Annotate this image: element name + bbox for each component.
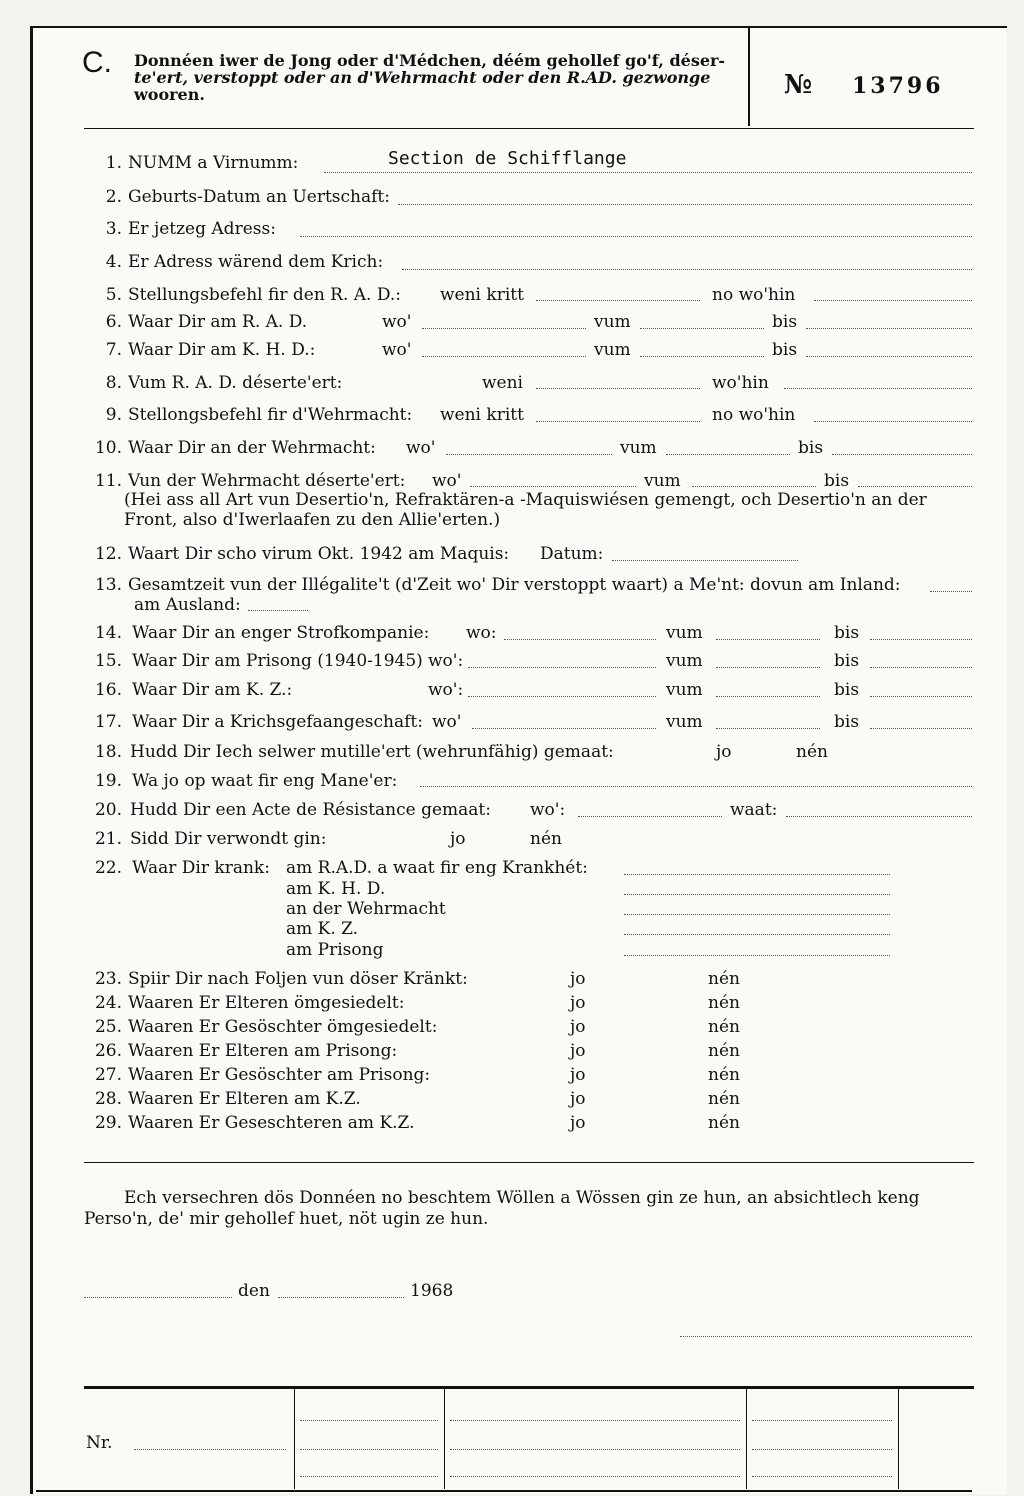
address-field-line[interactable]: [300, 236, 972, 237]
field-line[interactable]: [784, 388, 972, 389]
option-yes[interactable]: jo: [570, 993, 586, 1013]
row-label: Waart Dir scho virum Okt. 1942 am Maquis:: [128, 544, 510, 564]
section-rule: [84, 1162, 974, 1163]
label-when: weni kritt: [440, 405, 524, 425]
label-until: bis: [834, 680, 860, 700]
page-bottom-rule: [36, 1490, 972, 1492]
section-letter: C.: [82, 46, 112, 79]
row-7: [82, 339, 315, 363]
row-label: Er Adress wärend dem Krich:: [128, 252, 384, 272]
row-11-note-1: (Hei ass all Art vun Desertio'n, Refraktären-a -Maquiswiésen gemengt, och Desertio'n an der: [124, 490, 927, 510]
row-label: Waar Dir a Krichsgefaangeschaft:: [132, 712, 423, 732]
field-line[interactable]: [612, 560, 798, 561]
label-from: vum: [644, 471, 681, 491]
table-divider: [444, 1389, 445, 1489]
row-number: 15.: [94, 651, 122, 671]
row-label: Wa jo op waat fir eng Mane'er:: [132, 771, 398, 791]
row-28: [82, 1088, 361, 1112]
option-yes[interactable]: jo: [570, 1113, 586, 1133]
field-line[interactable]: [870, 667, 972, 668]
label-where: wo': [432, 471, 462, 491]
label-from: vum: [666, 651, 703, 671]
row-number: 9.: [105, 405, 122, 425]
row-number: 17.: [94, 712, 122, 732]
nr-field-line[interactable]: [134, 1449, 286, 1450]
field-line[interactable]: [870, 696, 972, 697]
row-number: 7.: [105, 340, 122, 360]
option-no[interactable]: nén: [708, 993, 740, 1013]
label-from: vum: [666, 712, 703, 732]
sub-label-prisong: am Prisong: [286, 940, 384, 960]
row-4: [82, 251, 383, 275]
row-9: [82, 404, 412, 428]
table-divider: [898, 1389, 899, 1489]
row-number: 22.: [94, 858, 122, 878]
row-19: [82, 770, 397, 794]
row-25: [82, 1016, 437, 1040]
row-6: [82, 311, 307, 335]
row-number: 21.: [94, 829, 122, 849]
label-until: bis: [834, 712, 860, 732]
row-20: [82, 799, 491, 823]
place-field-line[interactable]: [84, 1297, 232, 1298]
field-line[interactable]: [806, 356, 972, 357]
sub-label-wehrmacht: an der Wehrmacht: [286, 899, 446, 919]
label-abroad: am Ausland:: [134, 595, 241, 615]
row-label: Waaren Er Elteren ömgesiedelt:: [128, 993, 405, 1013]
row-29: [82, 1112, 414, 1136]
row-17: [82, 711, 423, 735]
declaration-line-1: Ech versechren dös Donnéen no beschtem Wöllen a Wössen gin ze hun, an absichtlech keng: [124, 1188, 920, 1208]
option-no[interactable]: nén: [708, 1017, 740, 1037]
row-label: Geburts-Datum an Uertschaft:: [128, 187, 390, 207]
label-date: Datum:: [540, 544, 604, 564]
row-21: [82, 828, 327, 852]
field-line[interactable]: [624, 955, 890, 956]
field-line[interactable]: [468, 667, 656, 668]
field-line[interactable]: [624, 894, 890, 895]
option-yes[interactable]: jo: [570, 1065, 586, 1085]
row-number: 5.: [105, 285, 122, 305]
row-number: 13.: [94, 575, 122, 595]
field-line[interactable]: [624, 934, 890, 935]
table-divider: [294, 1389, 295, 1489]
row-label: Waar Dir an der Wehrmacht:: [128, 438, 376, 458]
table-cell-line[interactable]: [450, 1449, 740, 1450]
row-number: 14.: [94, 623, 122, 643]
row-14: [82, 622, 429, 646]
option-yes[interactable]: jo: [450, 829, 466, 849]
row-23: [82, 968, 468, 992]
option-yes[interactable]: jo: [570, 969, 586, 989]
field-line[interactable]: [716, 696, 820, 697]
row-label: Waar Dir am K. H. D.:: [128, 340, 316, 360]
row-label: Sidd Dir verwondt gin:: [130, 829, 327, 849]
row-number: 11.: [94, 471, 122, 491]
header-rule: [84, 128, 974, 129]
row-number: 8.: [105, 373, 122, 393]
birth-field-line[interactable]: [398, 204, 972, 205]
field-line[interactable]: [806, 328, 972, 329]
row-label: Vum R. A. D. déserte'ert:: [128, 373, 343, 393]
row-label: NUMM a Virnumm:: [128, 153, 299, 173]
label-where: wo': [406, 438, 436, 458]
field-line[interactable]: [422, 356, 586, 357]
field-line[interactable]: [468, 696, 656, 697]
label-until: bis: [772, 340, 798, 360]
row-label: Waaren Er Gesöschter ömgesiedelt:: [128, 1017, 438, 1037]
field-line[interactable]: [716, 639, 820, 640]
date-field-line[interactable]: [278, 1297, 404, 1298]
field-line[interactable]: [832, 454, 972, 455]
option-no[interactable]: nén: [796, 742, 828, 762]
label-from: vum: [594, 340, 631, 360]
table-cell-line[interactable]: [450, 1476, 740, 1477]
row-24: [82, 992, 404, 1016]
number-label: №: [784, 70, 813, 100]
label-where: wo': [432, 712, 462, 732]
row-26: [82, 1040, 397, 1064]
name-field-line[interactable]: [324, 172, 972, 173]
header-text: [134, 52, 734, 103]
footer-rule: [84, 1386, 974, 1389]
row-3: [82, 218, 276, 242]
field-line[interactable]: [624, 874, 890, 875]
row-11-note-2: Front, also d'Iwerlaafen zu den Allie'erten.): [124, 510, 501, 530]
row-number: 4.: [105, 252, 122, 272]
row-label: Waaren Er Elteren am K.Z.: [128, 1089, 361, 1109]
label-until: bis: [798, 438, 824, 458]
field-line[interactable]: [870, 728, 972, 729]
signature-field-line[interactable]: [680, 1336, 972, 1337]
row-label: Waar Dir krank:: [132, 858, 270, 878]
row-label: Er jetzeg Adress:: [128, 219, 276, 239]
name-field-value[interactable]: Section de Schifflange: [388, 148, 627, 169]
option-no[interactable]: nén: [530, 829, 562, 849]
option-no[interactable]: nén: [708, 1113, 740, 1133]
table-cell-line[interactable]: [752, 1476, 892, 1477]
row-label: Waar Dir am Prisong (1940-1945): [132, 651, 423, 671]
row-number: 3.: [105, 219, 122, 239]
sub-label-rad: am R.A.D. a waat fir eng Krankhét:: [286, 858, 588, 878]
row-12: [82, 543, 509, 567]
row-2: [82, 186, 390, 210]
field-line[interactable]: [666, 454, 790, 455]
row-number: 16.: [94, 680, 122, 700]
row-number: 12.: [94, 544, 122, 564]
field-line[interactable]: [536, 388, 700, 389]
row-label: Stellongsbefehl fir d'Wehrmacht:: [128, 405, 413, 425]
row-label: Waaren Er Geseschteren am K.Z.: [128, 1113, 415, 1133]
row-label: Waar Dir am K. Z.:: [132, 680, 293, 700]
label-from: vum: [594, 312, 631, 332]
row-number: 6.: [105, 312, 122, 332]
label-where: wo': [382, 340, 412, 360]
row-label: Vun der Wehrmacht déserte'ert:: [128, 471, 406, 491]
option-yes[interactable]: jo: [570, 1089, 586, 1109]
row-number: 18.: [94, 742, 122, 762]
row-number: 27.: [94, 1065, 122, 1085]
field-line[interactable]: [578, 816, 722, 817]
row-label: Waar Dir an enger Strofkompanie:: [132, 623, 430, 643]
field-line[interactable]: [536, 300, 700, 301]
label-when: weni kritt: [440, 285, 524, 305]
row-label: Waaren Er Gesöschter am Prisong:: [128, 1065, 431, 1085]
declaration-line-2: Perso'n, de' mir gehollef huet, nöt ugin ze hun.: [84, 1209, 489, 1229]
row-label: Hudd Dir Iech selwer mutille'ert (wehrunfähig) gemaat:: [130, 742, 614, 762]
option-no[interactable]: nén: [708, 969, 740, 989]
row-label: Stellungsbefehl fir den R. A. D.:: [128, 285, 402, 305]
field-line[interactable]: [716, 667, 820, 668]
table-cell-line[interactable]: [300, 1420, 438, 1421]
field-line[interactable]: [248, 610, 308, 611]
field-line[interactable]: [640, 356, 764, 357]
row-label: Hudd Dir een Acte de Résistance gemaat:: [130, 800, 491, 820]
row-5: [82, 284, 401, 308]
label-where: wo:: [466, 623, 497, 643]
field-line[interactable]: [692, 486, 816, 487]
field-line[interactable]: [858, 486, 972, 487]
row-10: [82, 437, 376, 461]
label-from: vum: [666, 623, 703, 643]
header-divider: [748, 28, 750, 126]
row-label: Spiir Dir nach Foljen vun döser Kränkt:: [128, 969, 468, 989]
war-address-field-line[interactable]: [402, 269, 972, 270]
sub-label-khd: am K. H. D.: [286, 879, 386, 899]
form-number: 13796: [852, 73, 944, 99]
field-line[interactable]: [814, 300, 972, 301]
field-line[interactable]: [504, 639, 656, 640]
header-line-1: Donnéen iwer de Jong oder d'Médchen, déém gehollef go'f, déser-: [134, 51, 726, 70]
header-line-3: wooren.: [134, 85, 205, 104]
table-cell-line[interactable]: [752, 1449, 892, 1450]
label-where: wo':: [530, 800, 566, 820]
table-cell-line[interactable]: [300, 1476, 438, 1477]
label-where: wo': [382, 312, 412, 332]
label-when: weni: [482, 373, 523, 393]
field-line[interactable]: [786, 816, 972, 817]
row-number: 25.: [94, 1017, 122, 1037]
field-line[interactable]: [422, 328, 586, 329]
row-label: Waar Dir am R. A. D.: [128, 312, 308, 332]
row-number: 29.: [94, 1113, 122, 1133]
table-cell-line[interactable]: [300, 1449, 438, 1450]
row-1: [82, 152, 298, 176]
row-22: [82, 857, 270, 881]
field-line[interactable]: [870, 639, 972, 640]
label-until: bis: [824, 471, 850, 491]
field-line[interactable]: [536, 421, 700, 422]
label-from: vum: [666, 680, 703, 700]
label-where: wo'hin: [712, 373, 769, 393]
label-where: wo':: [428, 651, 464, 671]
field-line[interactable]: [814, 421, 972, 422]
field-line[interactable]: [716, 728, 820, 729]
row-number: 26.: [94, 1041, 122, 1061]
label-until: bis: [772, 312, 798, 332]
option-yes[interactable]: jo: [716, 742, 732, 762]
label-what: waat:: [730, 800, 778, 820]
sub-label-kz: am K. Z.: [286, 919, 359, 939]
row-label: Gesamtzeit vun der Illégalite't (d'Zeit wo' Dir verstoppt waart) a Me'nt: dovun am Inland:: [128, 575, 901, 595]
row-number: 23.: [94, 969, 122, 989]
table-cell-line[interactable]: [450, 1420, 740, 1421]
field-line[interactable]: [472, 728, 656, 729]
row-number: 28.: [94, 1089, 122, 1109]
nr-label: Nr.: [86, 1433, 113, 1453]
table-divider: [746, 1389, 747, 1489]
option-no[interactable]: nén: [708, 1065, 740, 1085]
field-line[interactable]: [624, 914, 890, 915]
row-number: 20.: [94, 800, 122, 820]
row-number: 2.: [105, 187, 122, 207]
row-number: 19.: [94, 771, 122, 791]
row-27: [82, 1064, 430, 1088]
row-16: [82, 679, 292, 703]
field-line[interactable]: [446, 454, 612, 455]
option-yes[interactable]: jo: [570, 1017, 586, 1037]
year-label: 1968: [410, 1281, 454, 1301]
row-8: [82, 372, 342, 396]
row-18: [82, 741, 614, 765]
row-15: [82, 650, 423, 674]
row-label: Waaren Er Elteren am Prisong:: [128, 1041, 398, 1061]
label-from: vum: [620, 438, 657, 458]
label-where: no wo'hin: [712, 405, 796, 425]
label-where: no wo'hin: [712, 285, 796, 305]
field-line[interactable]: [640, 328, 764, 329]
field-line[interactable]: [470, 486, 636, 487]
option-yes[interactable]: jo: [570, 1041, 586, 1061]
row-number: 24.: [94, 993, 122, 1013]
row-number: 1.: [105, 153, 122, 173]
den-label: den: [238, 1281, 270, 1301]
label-until: bis: [834, 651, 860, 671]
field-line[interactable]: [930, 591, 972, 592]
row-number: 10.: [94, 438, 122, 458]
table-cell-line[interactable]: [752, 1420, 892, 1421]
field-line[interactable]: [420, 786, 972, 787]
option-no[interactable]: nén: [708, 1089, 740, 1109]
option-no[interactable]: nén: [708, 1041, 740, 1061]
label-until: bis: [834, 623, 860, 643]
header-line-2: te'ert, verstoppt oder an d'Wehrmacht oder den R.AD. gezwonge: [134, 68, 711, 87]
label-where: wo':: [428, 680, 464, 700]
